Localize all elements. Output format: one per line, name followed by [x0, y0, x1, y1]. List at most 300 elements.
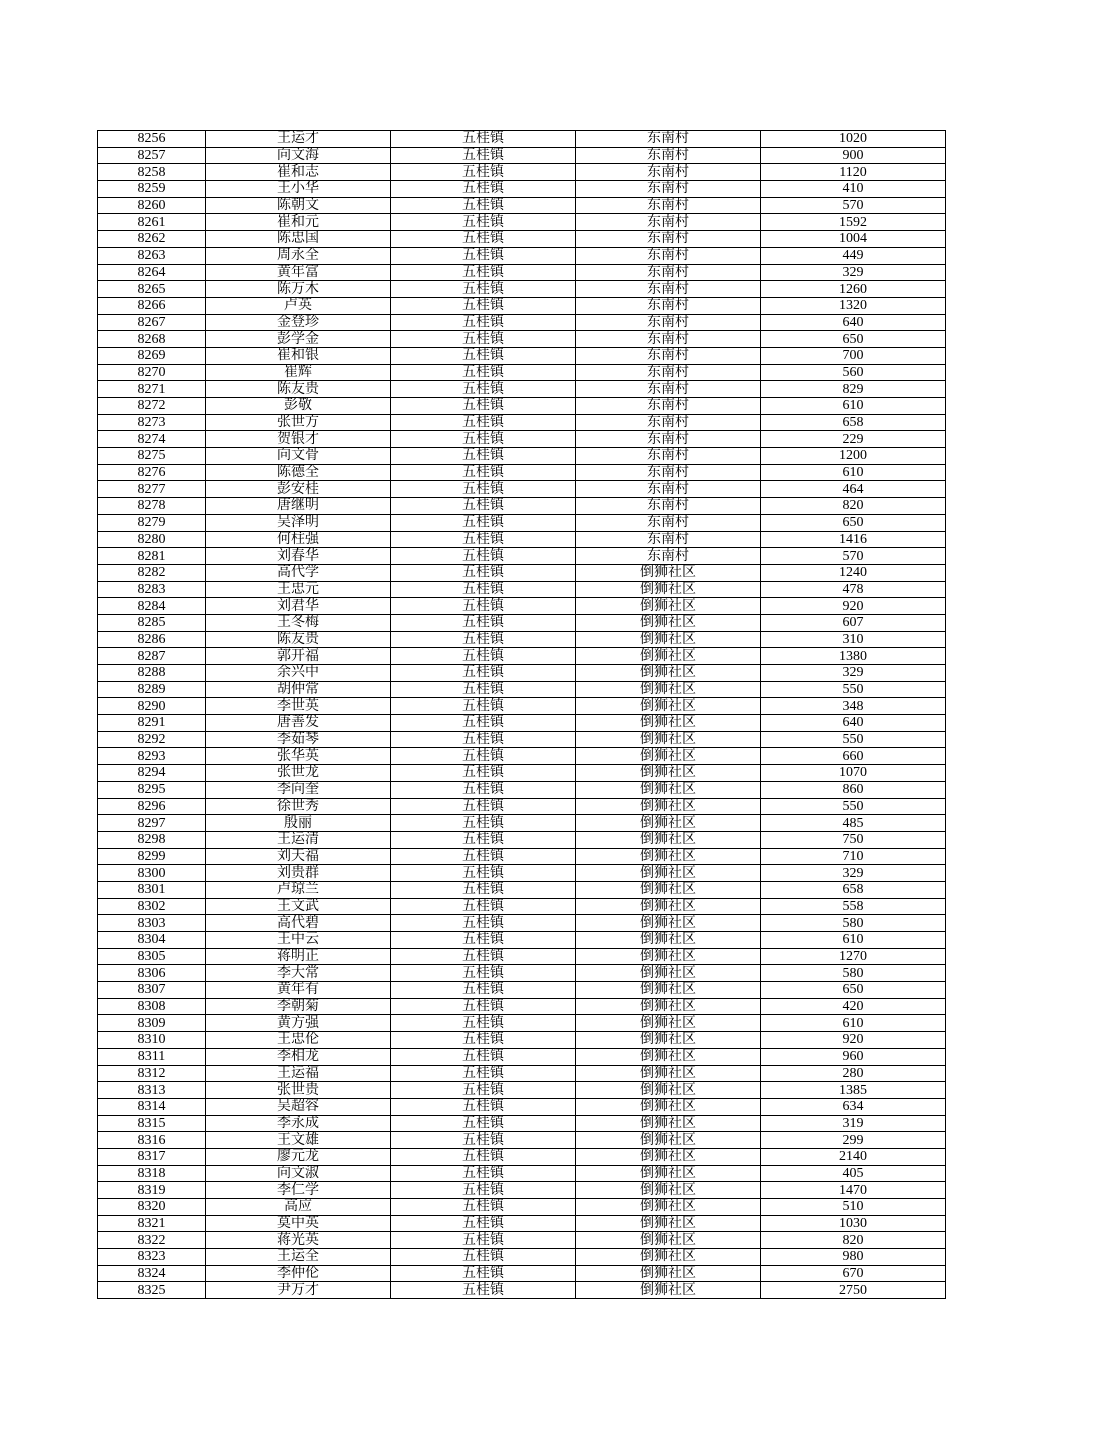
name-cell: 崔和元 [206, 214, 391, 231]
row-number-cell: 8323 [98, 1249, 206, 1266]
village-cell: 东南村 [576, 481, 761, 498]
row-number-cell: 8304 [98, 932, 206, 949]
amount-cell: 570 [761, 197, 946, 214]
table-row [98, 948, 946, 965]
village-cell: 东南村 [576, 448, 761, 465]
table-row [98, 848, 946, 865]
name-cell: 周永全 [206, 247, 391, 264]
table-row [98, 414, 946, 431]
town-cell: 五桂镇 [391, 998, 576, 1015]
town-cell: 五桂镇 [391, 932, 576, 949]
village-cell: 倒狮社区 [576, 848, 761, 865]
town-cell: 五桂镇 [391, 1032, 576, 1049]
name-cell: 向文淑 [206, 1165, 391, 1182]
table-row [98, 247, 946, 264]
name-cell: 陈德全 [206, 464, 391, 481]
amount-cell: 1030 [761, 1215, 946, 1232]
amount-cell: 570 [761, 548, 946, 565]
village-cell: 东南村 [576, 431, 761, 448]
village-cell: 东南村 [576, 231, 761, 248]
village-cell: 倒狮社区 [576, 681, 761, 698]
town-cell: 五桂镇 [391, 731, 576, 748]
amount-cell: 820 [761, 1232, 946, 1249]
village-cell: 倒狮社区 [576, 1282, 761, 1299]
row-number-cell: 8324 [98, 1265, 206, 1282]
village-cell: 东南村 [576, 164, 761, 181]
name-cell: 莫中英 [206, 1215, 391, 1232]
row-number-cell: 8287 [98, 648, 206, 665]
table-row [98, 214, 946, 231]
village-cell: 东南村 [576, 498, 761, 515]
name-cell: 李大常 [206, 965, 391, 982]
amount-cell: 299 [761, 1132, 946, 1149]
name-cell: 廖元龙 [206, 1148, 391, 1165]
table-row [98, 1032, 946, 1049]
name-cell: 彭敬 [206, 398, 391, 415]
row-number-cell: 8259 [98, 181, 206, 198]
village-cell: 倒狮社区 [576, 1182, 761, 1199]
amount-cell: 960 [761, 1048, 946, 1065]
amount-cell: 280 [761, 1065, 946, 1082]
village-cell: 东南村 [576, 264, 761, 281]
town-cell: 五桂镇 [391, 181, 576, 198]
amount-cell: 410 [761, 181, 946, 198]
row-number-cell: 8276 [98, 464, 206, 481]
table-row [98, 1148, 946, 1165]
amount-cell: 1020 [761, 131, 946, 148]
name-cell: 李仲伦 [206, 1265, 391, 1282]
row-number-cell: 8278 [98, 498, 206, 515]
table-row [98, 982, 946, 999]
table-row [98, 648, 946, 665]
amount-cell: 658 [761, 414, 946, 431]
amount-cell: 1470 [761, 1182, 946, 1199]
table-row [98, 381, 946, 398]
table-row [98, 164, 946, 181]
row-number-cell: 8279 [98, 514, 206, 531]
table-row [98, 748, 946, 765]
village-cell: 倒狮社区 [576, 932, 761, 949]
town-cell: 五桂镇 [391, 281, 576, 298]
amount-cell: 1270 [761, 948, 946, 965]
name-cell: 王文武 [206, 898, 391, 915]
amount-cell: 658 [761, 881, 946, 898]
town-cell: 五桂镇 [391, 648, 576, 665]
table-row [98, 932, 946, 949]
amount-cell: 1260 [761, 281, 946, 298]
town-cell: 五桂镇 [391, 1232, 576, 1249]
village-cell: 倒狮社区 [576, 614, 761, 631]
row-number-cell: 8257 [98, 147, 206, 164]
town-cell: 五桂镇 [391, 982, 576, 999]
name-cell: 刘春华 [206, 548, 391, 565]
row-number-cell: 8301 [98, 881, 206, 898]
town-cell: 五桂镇 [391, 381, 576, 398]
row-number-cell: 8258 [98, 164, 206, 181]
amount-cell: 610 [761, 1015, 946, 1032]
town-cell: 五桂镇 [391, 481, 576, 498]
row-number-cell: 8263 [98, 247, 206, 264]
village-cell: 倒狮社区 [576, 1082, 761, 1099]
name-cell: 殷丽 [206, 815, 391, 832]
table-row [98, 1232, 946, 1249]
amount-cell: 1592 [761, 214, 946, 231]
table-row [98, 598, 946, 615]
town-cell: 五桂镇 [391, 781, 576, 798]
name-cell: 王忠元 [206, 581, 391, 598]
amount-cell: 449 [761, 247, 946, 264]
town-cell: 五桂镇 [391, 881, 576, 898]
town-cell: 五桂镇 [391, 748, 576, 765]
amount-cell: 1416 [761, 531, 946, 548]
row-number-cell: 8284 [98, 598, 206, 615]
row-number-cell: 8286 [98, 631, 206, 648]
village-cell: 倒狮社区 [576, 648, 761, 665]
row-number-cell: 8317 [98, 1148, 206, 1165]
amount-cell: 920 [761, 1032, 946, 1049]
amount-cell: 610 [761, 398, 946, 415]
row-number-cell: 8294 [98, 765, 206, 782]
row-number-cell: 8303 [98, 915, 206, 932]
village-cell: 倒狮社区 [576, 1115, 761, 1132]
town-cell: 五桂镇 [391, 398, 576, 415]
row-number-cell: 8299 [98, 848, 206, 865]
name-cell: 崔和志 [206, 164, 391, 181]
name-cell: 卢琼兰 [206, 881, 391, 898]
name-cell: 陈友贵 [206, 631, 391, 648]
name-cell: 徐世秀 [206, 798, 391, 815]
village-cell: 倒狮社区 [576, 665, 761, 682]
town-cell: 五桂镇 [391, 364, 576, 381]
name-cell: 王运全 [206, 1249, 391, 1266]
village-cell: 倒狮社区 [576, 1132, 761, 1149]
amount-cell: 1004 [761, 231, 946, 248]
row-number-cell: 8314 [98, 1098, 206, 1115]
town-cell: 五桂镇 [391, 698, 576, 715]
row-number-cell: 8289 [98, 681, 206, 698]
row-number-cell: 8288 [98, 665, 206, 682]
name-cell: 刘贵群 [206, 865, 391, 882]
village-cell: 倒狮社区 [576, 781, 761, 798]
table-row [98, 1082, 946, 1099]
table-row [98, 264, 946, 281]
name-cell: 陈忠国 [206, 231, 391, 248]
row-number-cell: 8300 [98, 865, 206, 882]
name-cell: 吴超容 [206, 1098, 391, 1115]
row-number-cell: 8291 [98, 715, 206, 732]
town-cell: 五桂镇 [391, 815, 576, 832]
table-body [98, 131, 946, 1299]
row-number-cell: 8305 [98, 948, 206, 965]
table-row [98, 548, 946, 565]
amount-cell: 2140 [761, 1148, 946, 1165]
town-cell: 五桂镇 [391, 948, 576, 965]
table-row [98, 1098, 946, 1115]
village-cell: 东南村 [576, 514, 761, 531]
village-cell: 东南村 [576, 297, 761, 314]
row-number-cell: 8298 [98, 831, 206, 848]
row-number-cell: 8316 [98, 1132, 206, 1149]
amount-cell: 348 [761, 698, 946, 715]
village-cell: 倒狮社区 [576, 715, 761, 732]
town-cell: 五桂镇 [391, 598, 576, 615]
village-cell: 倒狮社区 [576, 1249, 761, 1266]
amount-cell: 607 [761, 614, 946, 631]
table-row [98, 464, 946, 481]
name-cell: 刘君华 [206, 598, 391, 615]
table-row [98, 347, 946, 364]
name-cell: 张华英 [206, 748, 391, 765]
village-cell: 倒狮社区 [576, 631, 761, 648]
name-cell: 彭安桂 [206, 481, 391, 498]
town-cell: 五桂镇 [391, 314, 576, 331]
name-cell: 胡仲常 [206, 681, 391, 698]
name-cell: 唐继明 [206, 498, 391, 515]
name-cell: 高代学 [206, 564, 391, 581]
row-number-cell: 8310 [98, 1032, 206, 1049]
name-cell: 李朝菊 [206, 998, 391, 1015]
town-cell: 五桂镇 [391, 247, 576, 264]
village-cell: 倒狮社区 [576, 998, 761, 1015]
table-row [98, 631, 946, 648]
village-cell: 倒狮社区 [576, 748, 761, 765]
name-cell: 唐善发 [206, 715, 391, 732]
amount-cell: 560 [761, 364, 946, 381]
village-cell: 东南村 [576, 181, 761, 198]
village-cell: 倒狮社区 [576, 881, 761, 898]
table-row [98, 331, 946, 348]
row-number-cell: 8312 [98, 1065, 206, 1082]
table-row [98, 431, 946, 448]
name-cell: 陈朝文 [206, 197, 391, 214]
row-number-cell: 8267 [98, 314, 206, 331]
amount-cell: 650 [761, 331, 946, 348]
table-row [98, 698, 946, 715]
name-cell: 蒋光英 [206, 1232, 391, 1249]
name-cell: 何柱强 [206, 531, 391, 548]
row-number-cell: 8274 [98, 431, 206, 448]
table-row [98, 364, 946, 381]
row-number-cell: 8318 [98, 1165, 206, 1182]
name-cell: 王文雄 [206, 1132, 391, 1149]
village-cell: 倒狮社区 [576, 915, 761, 932]
name-cell: 高代碧 [206, 915, 391, 932]
amount-cell: 1385 [761, 1082, 946, 1099]
name-cell: 张世贵 [206, 1082, 391, 1099]
town-cell: 五桂镇 [391, 1165, 576, 1182]
village-cell: 东南村 [576, 381, 761, 398]
village-cell: 东南村 [576, 347, 761, 364]
village-cell: 倒狮社区 [576, 948, 761, 965]
row-number-cell: 8306 [98, 965, 206, 982]
name-cell: 卢英 [206, 297, 391, 314]
name-cell: 崔和银 [206, 347, 391, 364]
table-row [98, 1065, 946, 1082]
village-cell: 东南村 [576, 464, 761, 481]
village-cell: 倒狮社区 [576, 698, 761, 715]
row-number-cell: 8265 [98, 281, 206, 298]
table-row [98, 531, 946, 548]
row-number-cell: 8273 [98, 414, 206, 431]
village-cell: 东南村 [576, 548, 761, 565]
amount-cell: 329 [761, 665, 946, 682]
name-cell: 吴泽明 [206, 514, 391, 531]
table-row [98, 815, 946, 832]
amount-cell: 610 [761, 932, 946, 949]
amount-cell: 1200 [761, 448, 946, 465]
amount-cell: 2750 [761, 1282, 946, 1299]
row-number-cell: 8272 [98, 398, 206, 415]
table-row [98, 781, 946, 798]
amount-cell: 820 [761, 498, 946, 515]
amount-cell: 660 [761, 748, 946, 765]
village-cell: 倒狮社区 [576, 1048, 761, 1065]
amount-cell: 550 [761, 731, 946, 748]
amount-cell: 980 [761, 1249, 946, 1266]
town-cell: 五桂镇 [391, 431, 576, 448]
name-cell: 李相龙 [206, 1048, 391, 1065]
name-cell: 王小华 [206, 181, 391, 198]
town-cell: 五桂镇 [391, 331, 576, 348]
village-cell: 倒狮社区 [576, 831, 761, 848]
town-cell: 五桂镇 [391, 614, 576, 631]
town-cell: 五桂镇 [391, 765, 576, 782]
amount-cell: 640 [761, 715, 946, 732]
amount-cell: 750 [761, 831, 946, 848]
name-cell: 李仁学 [206, 1182, 391, 1199]
name-cell: 张世龙 [206, 765, 391, 782]
row-number-cell: 8269 [98, 347, 206, 364]
village-cell: 倒狮社区 [576, 1165, 761, 1182]
table-row [98, 1015, 946, 1032]
row-number-cell: 8260 [98, 197, 206, 214]
table-row [98, 181, 946, 198]
amount-cell: 329 [761, 264, 946, 281]
town-cell: 五桂镇 [391, 865, 576, 882]
amount-cell: 829 [761, 381, 946, 398]
amount-cell: 610 [761, 464, 946, 481]
name-cell: 黄方强 [206, 1015, 391, 1032]
row-number-cell: 8315 [98, 1115, 206, 1132]
row-number-cell: 8268 [98, 331, 206, 348]
table-row [98, 498, 946, 515]
village-cell: 倒狮社区 [576, 898, 761, 915]
table-row [98, 715, 946, 732]
town-cell: 五桂镇 [391, 1282, 576, 1299]
amount-cell: 580 [761, 915, 946, 932]
amount-cell: 900 [761, 147, 946, 164]
name-cell: 向文骨 [206, 448, 391, 465]
name-cell: 王中云 [206, 932, 391, 949]
town-cell: 五桂镇 [391, 848, 576, 865]
name-cell: 向文海 [206, 147, 391, 164]
amount-cell: 700 [761, 347, 946, 364]
amount-cell: 485 [761, 815, 946, 832]
row-number-cell: 8266 [98, 297, 206, 314]
town-cell: 五桂镇 [391, 464, 576, 481]
table-row [98, 965, 946, 982]
row-number-cell: 8296 [98, 798, 206, 815]
row-number-cell: 8308 [98, 998, 206, 1015]
name-cell: 高应 [206, 1199, 391, 1216]
table-row [98, 731, 946, 748]
row-number-cell: 8295 [98, 781, 206, 798]
village-cell: 倒狮社区 [576, 581, 761, 598]
table-row [98, 1048, 946, 1065]
table-row [98, 481, 946, 498]
table-row [98, 1215, 946, 1232]
village-cell: 东南村 [576, 531, 761, 548]
town-cell: 五桂镇 [391, 498, 576, 515]
village-cell: 倒狮社区 [576, 1015, 761, 1032]
name-cell: 陈万木 [206, 281, 391, 298]
amount-cell: 1380 [761, 648, 946, 665]
village-cell: 东南村 [576, 131, 761, 148]
table-row [98, 297, 946, 314]
village-cell: 倒狮社区 [576, 731, 761, 748]
row-number-cell: 8271 [98, 381, 206, 398]
table-row [98, 915, 946, 932]
table-row [98, 614, 946, 631]
village-cell: 东南村 [576, 364, 761, 381]
amount-cell: 650 [761, 982, 946, 999]
table-row [98, 581, 946, 598]
table-row [98, 131, 946, 148]
amount-cell: 1240 [761, 564, 946, 581]
amount-cell: 670 [761, 1265, 946, 1282]
name-cell: 余兴中 [206, 665, 391, 682]
name-cell: 郭开福 [206, 648, 391, 665]
town-cell: 五桂镇 [391, 131, 576, 148]
row-number-cell: 8293 [98, 748, 206, 765]
village-cell: 东南村 [576, 314, 761, 331]
table-row [98, 881, 946, 898]
town-cell: 五桂镇 [391, 264, 576, 281]
town-cell: 五桂镇 [391, 1249, 576, 1266]
town-cell: 五桂镇 [391, 715, 576, 732]
town-cell: 五桂镇 [391, 197, 576, 214]
table-row [98, 798, 946, 815]
amount-cell: 634 [761, 1098, 946, 1115]
amount-cell: 550 [761, 798, 946, 815]
town-cell: 五桂镇 [391, 1065, 576, 1082]
town-cell: 五桂镇 [391, 898, 576, 915]
name-cell: 李向奎 [206, 781, 391, 798]
table-row [98, 1115, 946, 1132]
table-row [98, 665, 946, 682]
amount-cell: 920 [761, 598, 946, 615]
name-cell: 王运福 [206, 1065, 391, 1082]
table-row [98, 831, 946, 848]
row-number-cell: 8281 [98, 548, 206, 565]
town-cell: 五桂镇 [391, 1199, 576, 1216]
village-cell: 倒狮社区 [576, 1065, 761, 1082]
row-number-cell: 8264 [98, 264, 206, 281]
row-number-cell: 8321 [98, 1215, 206, 1232]
table-row [98, 231, 946, 248]
row-number-cell: 8311 [98, 1048, 206, 1065]
row-number-cell: 8261 [98, 214, 206, 231]
town-cell: 五桂镇 [391, 531, 576, 548]
village-cell: 东南村 [576, 214, 761, 231]
town-cell: 五桂镇 [391, 798, 576, 815]
town-cell: 五桂镇 [391, 1215, 576, 1232]
name-cell: 李世英 [206, 698, 391, 715]
amount-cell: 464 [761, 481, 946, 498]
amount-cell: 558 [761, 898, 946, 915]
town-cell: 五桂镇 [391, 548, 576, 565]
village-cell: 东南村 [576, 331, 761, 348]
